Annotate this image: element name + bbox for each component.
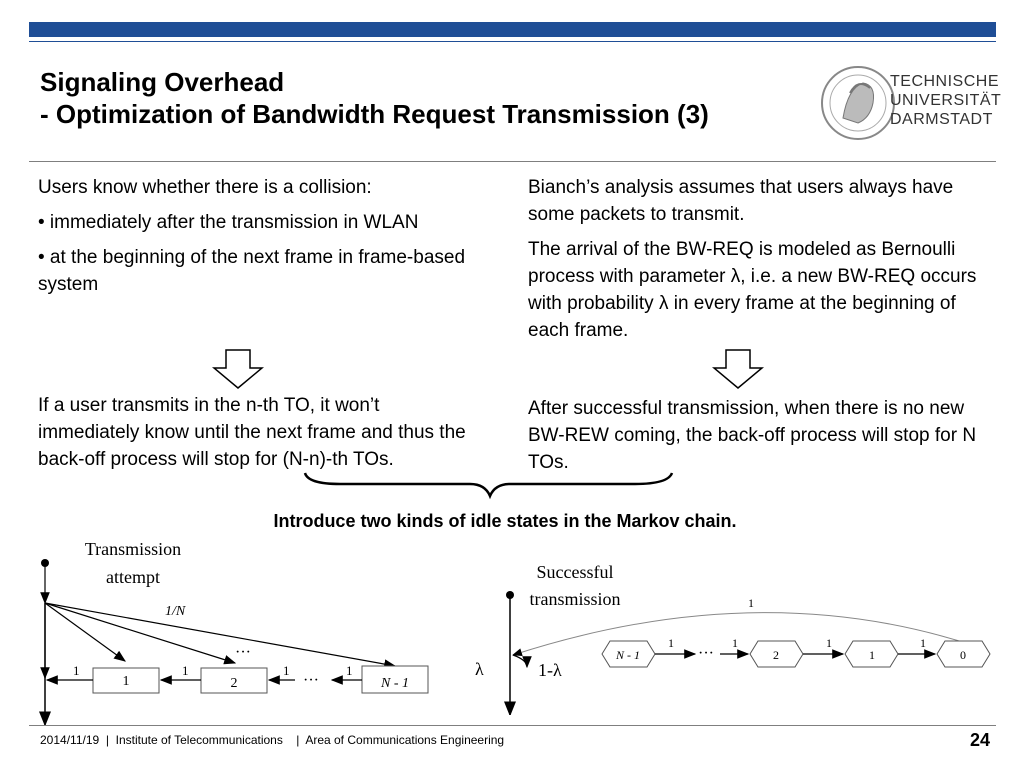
state-1-label: 1 xyxy=(122,674,130,689)
edge-label: 1 xyxy=(283,663,290,678)
right-bernoulli: The arrival of the BW-REQ is modeled as Bernoulli process with parameter λ, i.e. a new BW-REQ occurs with probability λ in every frame at the beginning of each frame. xyxy=(528,239,977,341)
ellipsis-top: ··· xyxy=(235,644,251,661)
athena-icon xyxy=(818,63,898,143)
footer-area: Area of Communications Engineering xyxy=(305,733,505,747)
logo-text xyxy=(890,72,1001,129)
right-column xyxy=(528,174,988,352)
footer-separator: | xyxy=(296,733,300,747)
heading-line-2: transmission xyxy=(529,589,621,609)
footer-institute: Institute of Telecommunications xyxy=(115,733,283,747)
down-arrow-icon xyxy=(212,348,264,390)
heading-line-2: attempt xyxy=(106,567,160,587)
left-bullet-wlan: • immediately after the transmission in WLAN xyxy=(38,212,419,233)
markov-chain-left xyxy=(30,535,470,725)
edge-down xyxy=(513,655,527,667)
right-consequence-text: After successful transmission, when there is no new BW-REW coming, the back-off process will stop for N TOs. xyxy=(528,398,977,473)
left-intro: Users know whether there is a collision: xyxy=(38,177,372,198)
edge-label: 1 xyxy=(826,636,832,650)
logo-line-2: UNIVERSITÄT xyxy=(890,92,1002,109)
header-rule xyxy=(29,41,996,42)
title-line-2: - Optimization of Bandwidth Request Transmission (3) xyxy=(40,99,709,129)
ellipsis: ··· xyxy=(698,645,714,662)
footer-rule xyxy=(29,725,996,726)
edge-label: 1 xyxy=(732,636,738,650)
edge-label: 1 xyxy=(346,663,353,678)
ellipsis: ··· xyxy=(303,672,319,689)
state-0-label: 0 xyxy=(960,648,966,662)
prob-label: 1/N xyxy=(165,604,186,619)
slide-title xyxy=(40,66,709,130)
title-line-1: Signaling Overhead xyxy=(40,67,285,97)
return-arc xyxy=(513,613,975,655)
logo-line-1: TECHNISCHE xyxy=(890,73,1000,90)
logo-line-3: DARMSTADT xyxy=(890,111,993,128)
left-bullet-frame: • at the beginning of the next frame in frame-based system xyxy=(38,247,466,295)
edge-label: 1 xyxy=(73,663,80,678)
edge-label: 1 xyxy=(182,663,189,678)
edge-label: 1 xyxy=(668,636,674,650)
left-consequence-text: If a user transmits in the n-th TO, it won’t immediately know until the next frame and thus the back-off process will stop for (N-n)-th TOs. xyxy=(38,395,466,470)
down-arrow-icon xyxy=(712,348,764,390)
left-column xyxy=(38,174,478,306)
footer-separator: | xyxy=(105,733,109,747)
page-number: 24 xyxy=(970,730,991,750)
state-1-label: 1 xyxy=(869,648,875,662)
edge-to-state-1 xyxy=(45,603,125,661)
right-assumption: Bianch’s analysis assumes that users always have some packets to transmit. xyxy=(528,177,954,225)
header-bar xyxy=(29,22,996,37)
footer xyxy=(40,733,504,747)
state-2-label: 2 xyxy=(773,648,779,662)
one-minus-lambda-label: 1-λ xyxy=(538,660,562,680)
state-2-label: 2 xyxy=(230,676,238,691)
footer-date: 2014/11/19 xyxy=(40,733,100,747)
curly-brace-icon xyxy=(300,468,680,500)
arc-label: 1 xyxy=(748,596,754,610)
conclusion-text: Introduce two kinds of idle states in the Markov chain. xyxy=(273,511,737,531)
heading-line-1: Successful xyxy=(536,562,614,582)
edge-to-state-2 xyxy=(45,603,235,663)
lambda-label: λ xyxy=(475,659,484,679)
state-n-minus-1-label: N - 1 xyxy=(381,676,409,691)
heading-line-1: Transmission xyxy=(84,539,182,559)
state-n-minus-1-label: N - 1 xyxy=(616,648,640,662)
markov-chain-right xyxy=(470,555,1000,715)
title-divider xyxy=(29,161,996,162)
edge-label: 1 xyxy=(920,636,926,650)
edge-to-state-n xyxy=(45,603,395,666)
